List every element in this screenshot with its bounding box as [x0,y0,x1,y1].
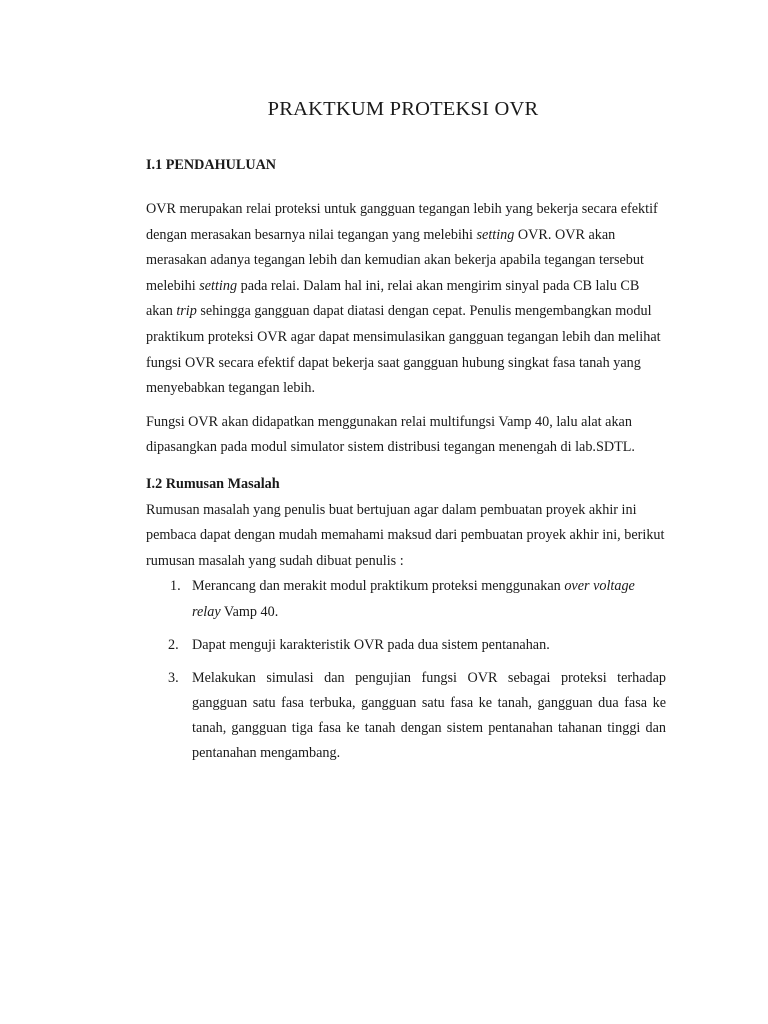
paragraph-rumusan-intro: Rumusan masalah yang penulis buat bertujuan agar dalam pembuatan proyek akhir ini pembaca dapat dengan mudah memahami maksud dari pembuatan proyek akhir ini, berikut rumusan masalah yang sudah dibuat penulis : [146,501,665,569]
italic-term-setting: setting [199,277,238,294]
list-item-number: 2. [168,636,179,653]
text-segment: Merancang dan merakit modul praktikum proteksi menggunakan [192,578,565,595]
text-segment: OVR. OVR akan merasakan adanya tegangan lebih dan kemudian akan bekerja apabila tegangan tersebut melebihi [146,226,644,294]
paragraph-pendahuluan-2 [146,410,666,461]
rumusan-masalah-list [146,574,666,766]
list-item [146,574,666,625]
italic-term-setting: setting [476,226,515,243]
text-segment: Dapat menguji karakteristik OVR pada dua sistem pentanahan. [192,636,550,653]
italic-term-trip: trip [176,303,197,320]
section-heading-rumusan-masalah: I.2 Rumusan Masalah [146,475,280,492]
text-segment: OVR merupakan relai proteksi untuk gangguan tegangan lebih yang bekerja secara efektif dengan merasakan besarnya nilai tegangan yang melebihi [146,201,658,243]
document-body [146,155,666,766]
list-item-number: 1. [170,578,181,595]
paragraph-pendahuluan-1 [146,197,666,402]
text-segment: sehingga gangguan dapat diatasi dengan cepat. Penulis mengembangkan modul praktikum proteksi OVR agar dapat mensimulasikan gangguan tegangan lebih dan melihat fungsi OVR secara efektif dapat bekerja saat gangguan hubung singkat fasa tanah yang menyebabkan tegangan lebih. [146,303,661,397]
list-item-number: 3. [168,670,179,687]
list-item [146,633,666,658]
text-segment: Fungsi OVR akan didapatkan menggunakan relai multifungsi Vamp 40, lalu alat akan dipasangkan pada modul simulator sistem distribusi tegangan menengah di lab.SDTL. [146,413,635,456]
italic-term-over-voltage-relay: over voltage relay [192,578,635,620]
section-heading-pendahuluan: I.1 PENDAHULUAN [146,157,277,173]
text-segment: pada relai. Dalam hal ini, relai akan mengirim sinyal pada CB lalu CB akan [146,277,640,320]
text-segment: Melakukan simulasi dan pengujian fungsi OVR sebagai proteksi terhadap gangguan satu fasa terbuka, gangguan satu fasa ke tanah, gangguan dua fasa ke tanah, gangguan tiga fasa ke tanah dengan sistem pentanahan tahanan tinggi dan pentanahan mengambang. [192,670,666,762]
document-title: PRAKTKUM PROTEKSI OVR [267,98,539,120]
list-item [146,666,666,766]
text-segment: Vamp 40. [220,603,279,620]
